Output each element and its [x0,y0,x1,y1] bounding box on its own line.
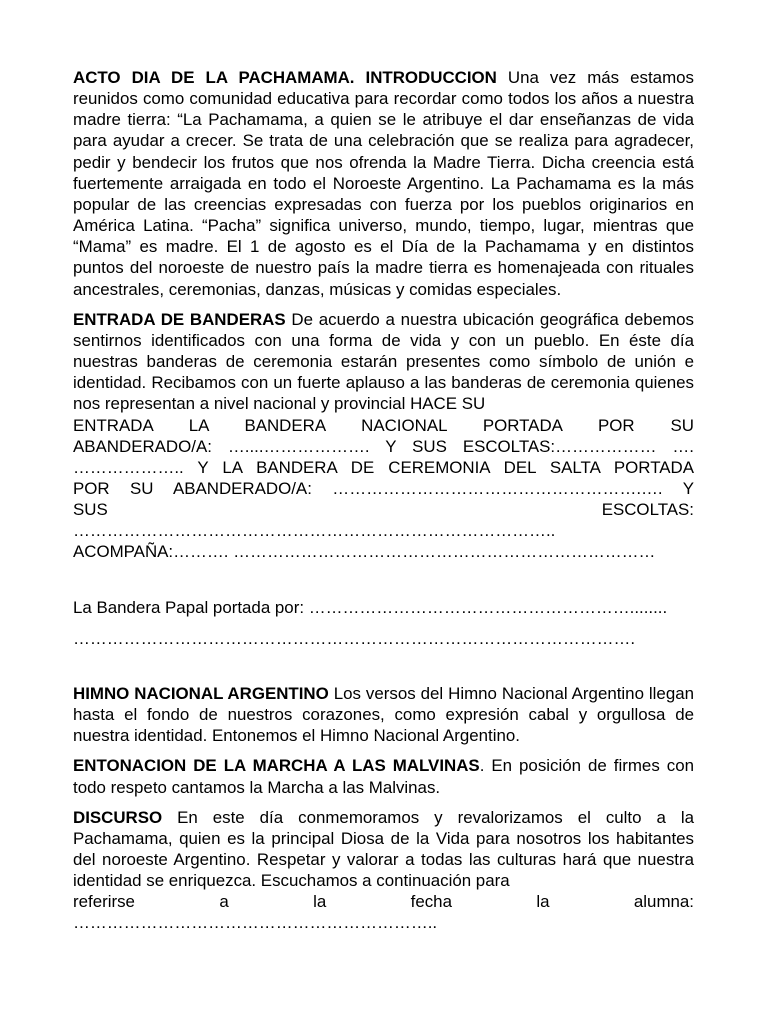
discurso-section [73,807,694,934]
himno-text: Los versos del Himno Nacional Argentino llegan hasta el fondo de nuestros corazones, como expresión cabal y orgullosa de nuestra identidad. Entonemos el Himno Nacional Argentino. [73,683,695,746]
himno-paragraph [73,683,694,746]
marcha-heading: ENTONACION DE LA MARCHA A LAS MALVINAS [73,756,480,776]
marcha-text: . En posición de firmes con todo respeto cantamos la Marcha a las Malvinas. [73,756,694,797]
banderas-paragraph [73,309,694,415]
discurso-heading: DISCURSO [73,807,163,827]
document-page [73,67,694,934]
banderas-line-3: ……………….. Y LA BANDERA DE CEREMONIA DEL SALTA PORTADA [73,457,694,477]
papal-line-2: ………………………………………………………………………………………. [73,628,636,648]
spacer [73,563,694,597]
intro-text: Una vez más estamos reunidos como comunidad educativa para recordar como todos los años a nuestra madre tierra: “La Pachamama, a quien se le atribuye el dar enseñanzas de vida para ayudar a crecer. Se trata de una celebración que se realiza para agradecer, pedir y bendecir los frutos que nos ofrenda la Madre Tierra. Dicha creencia está fuertemente arraigada en todo el Noroeste Argentino. La Pachamama es la más popular de las creencias expresadas con fuerza por los pueblos originarios en América Latina. “Pacha” significa universo, mundo, tiempo, lugar, mientras que “Mama” es madre. El 1 de agosto es el Día de la Pachamama y en distintos puntos del noroeste de nuestro país la madre tierra es homenajeada con rituales ancestrales, ceremonias, danzas, músicas y comidas especiales. [73,68,694,299]
banderas-heading: ENTRADA DE BANDERAS [73,309,286,329]
spacer [73,618,694,628]
banderas-line-5: SUS ESCOLTAS: [73,500,694,520]
banderas-line-7: ACOMPAÑA:………. ………………………………………………………………… [73,542,656,562]
discurso-line-2: ……………………………………………………….. [73,913,438,933]
banderas-line-1: ENTRADA LA BANDERA NACIONAL PORTADA POR SU [73,415,694,435]
intro-paragraph [73,67,694,300]
banderas-line-4: POR SU ABANDERADO/A: ……………………………………………….…. Y [73,478,694,498]
intro-heading: ACTO DIA DE LA PACHAMAMA. INTRODUCCION [73,68,497,87]
banderas-line-6: ………………………………………………………………………….. [73,521,556,541]
himno-heading: HIMNO NACIONAL ARGENTINO [73,683,329,703]
banderas-section [73,309,694,563]
banderas-line-2: ABANDERADO/A: …....………………. Y SUS ESCOLTAS:……………… …. [73,436,694,456]
discurso-line-1: referirse a la fecha la alumna: [73,892,694,912]
banderas-text: De acuerdo a nuestra ubicación geográfica debemos sentirnos identificados con una forma de vida y con un pueblo. En éste día nuestras banderas de ceremonia estarán presentes como símbolo de unión e identidad. Recibamos con un fuerte aplauso a las banderas de ceremonia quienes nos representan a nivel nacional y provincial HACE SU [73,309,694,414]
discurso-text: En este día conmemoramos y revalorizamos el culto a la Pachamama, quien es la principal Diosa de la Vida para nosotros los habitantes del noroeste Argentino. Respetar y valorar a todas las culturas hará que nuestra identidad se enriquezca. Escuchamos a continuación para [73,807,694,891]
discurso-paragraph [73,807,694,892]
papal-line-1: La Bandera Papal portada por: …………………………………………………........ [73,597,668,617]
marcha-paragraph [73,755,694,797]
spacer [73,649,694,683]
